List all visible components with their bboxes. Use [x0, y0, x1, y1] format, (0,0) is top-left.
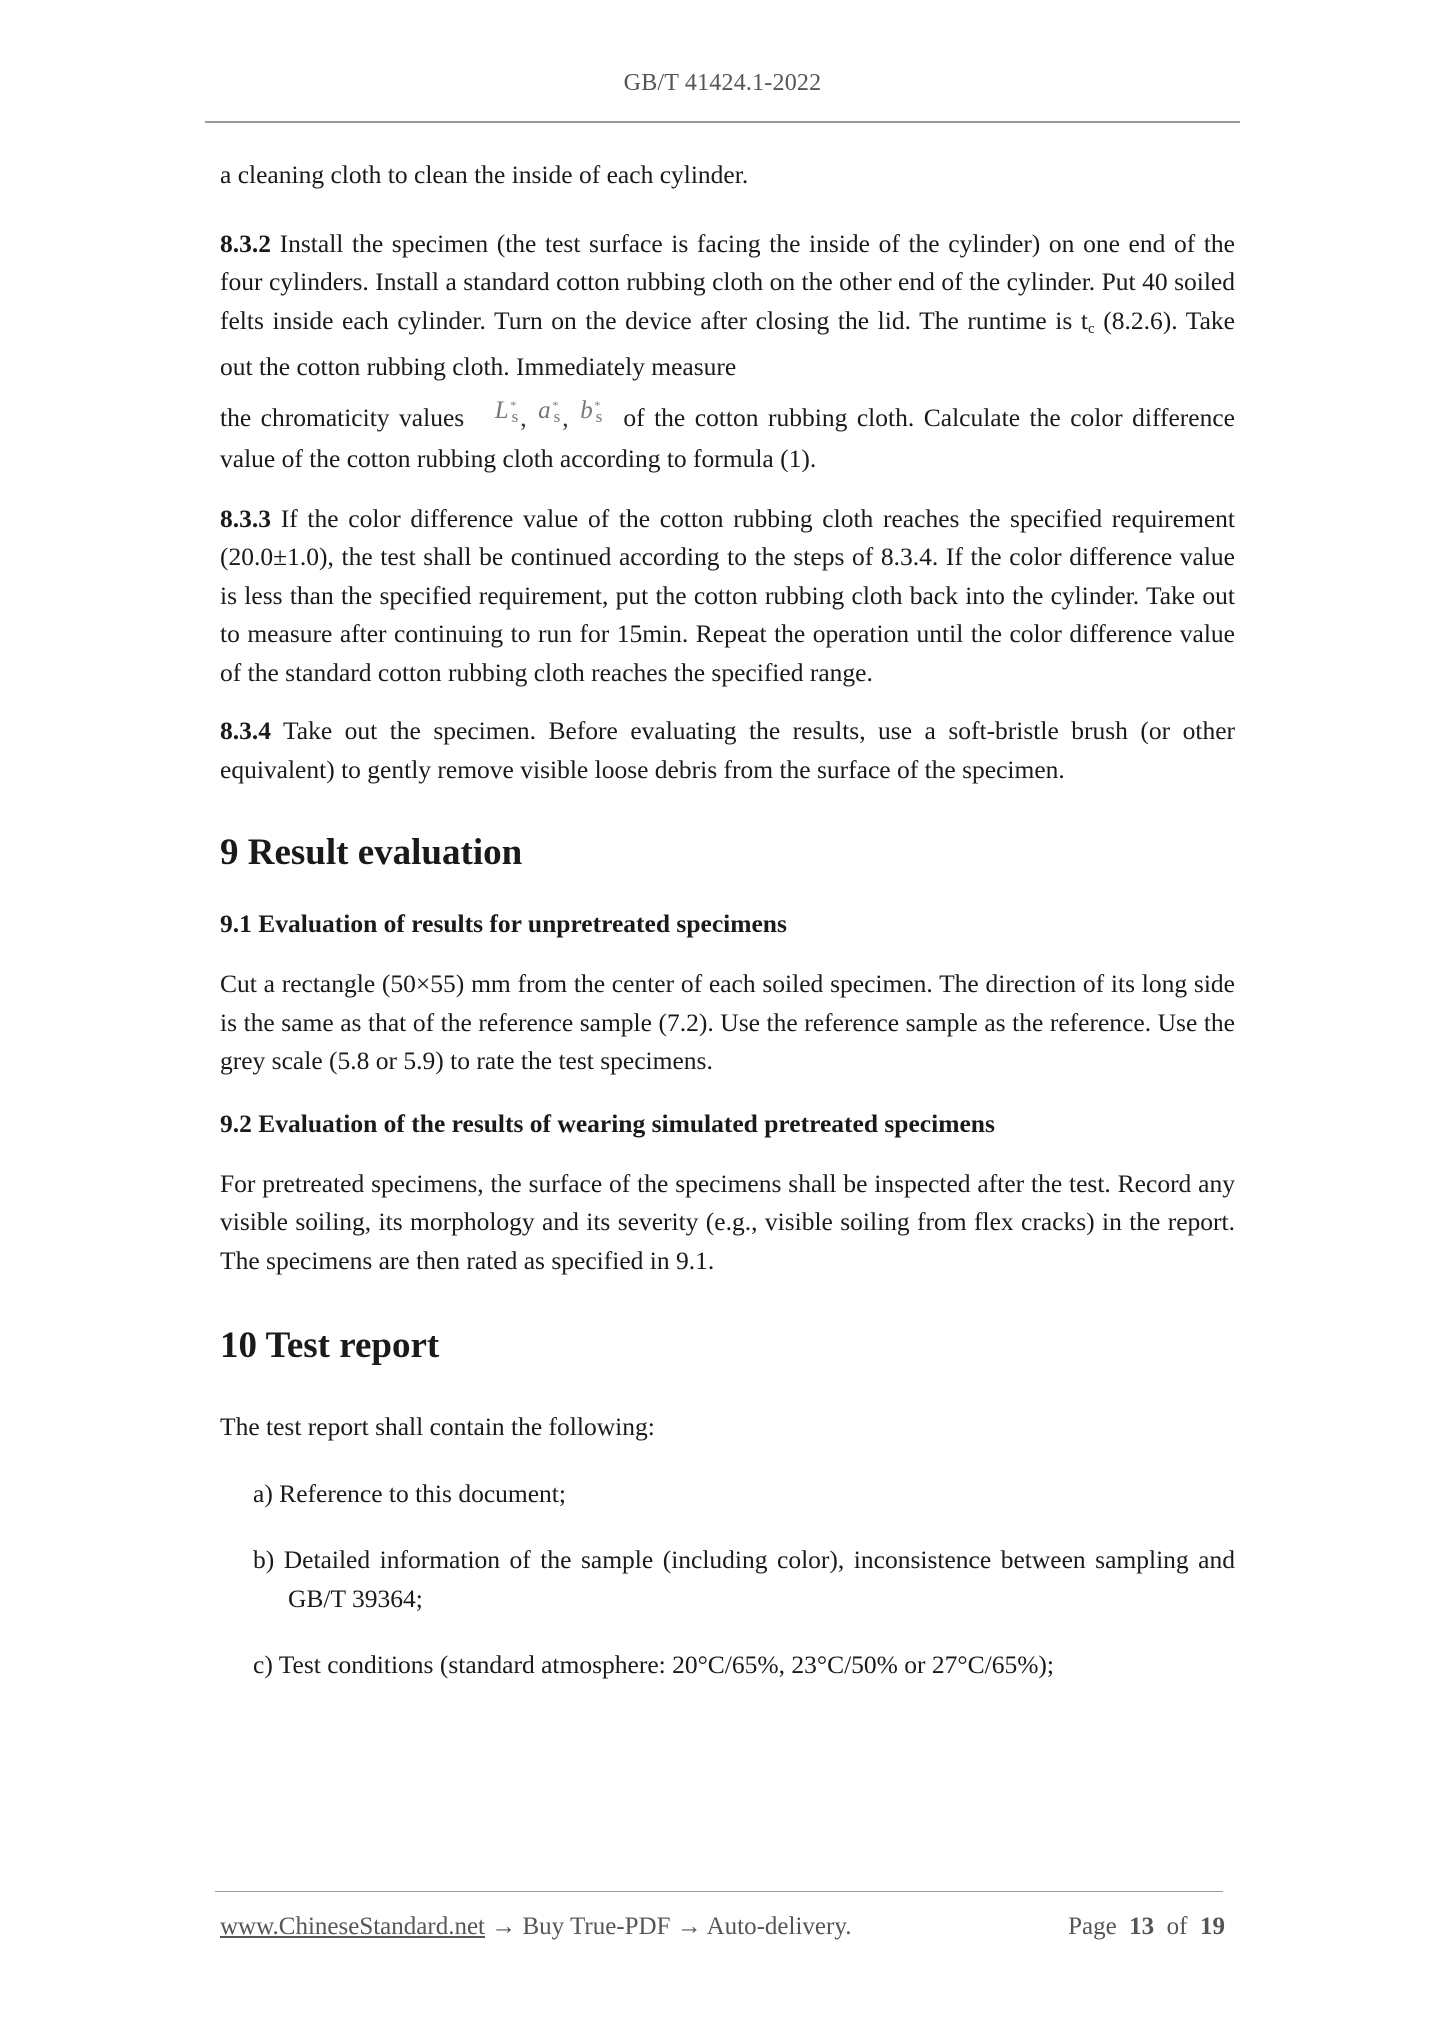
list-item-c: c) Test conditions (standard atmosphere: 20°C/65%, 23°C/50% or 27°C/65%); — [253, 1650, 1055, 1679]
clause-9-2-text: For pretreated specimens, the surface of the specimens shall be inspected after the test. Record any visible soiling, its morphology and its severity (e.g., visible soiling from flex cracks) in the report. The specimens are then rated as specified in 9.1. — [220, 1168, 1235, 1275]
chroma-a-symbol: a s * — [538, 396, 561, 426]
document-header-id: GB/T 41424.1-2022 — [623, 70, 822, 96]
clause-text: Install the specimen (the test surface is facing the inside of the cylinder) on one end of the four cylinders. Install a standard cotton rubbing cloth on the other end of the cylinder. Put 40 soiled felts inside each cylinder. Turn on the device after closing the lid. The runtime is t — [220, 228, 1235, 335]
chroma-b-symbol: b s * — [580, 396, 603, 426]
continuation-text: a cleaning cloth to clean the inside of each cylinder. — [220, 160, 749, 189]
clause-number: 8.3.2 — [220, 228, 271, 258]
clause-text-cont: (8.2.6). Take out the cotton rubbing cloth. Immediately measure — [220, 305, 1235, 381]
page-total: 19 — [1200, 1913, 1225, 1940]
clause-9-2-heading: 9.2 Evaluation of the results of wearing simulated pretreated specimens — [220, 1108, 995, 1138]
page-label: Page — [1068, 1913, 1117, 1940]
clause-9-1-text: Cut a rectangle (50×55) mm from the center of each soiled specimen. The direction of its long side is the same as that of the reference sample (7.2). Use the reference sample as the reference. Use the grey scale (5.8 or 5.9) to rate the test specimens. — [220, 969, 1235, 1075]
header-divider — [205, 121, 1240, 123]
clause-9-1-heading: 9.1 Evaluation of results for unpretreated specimens — [220, 909, 787, 938]
buy-text: Buy True-PDF — [522, 1913, 671, 1940]
clause-8-3-3 — [220, 500, 1235, 693]
chromaticity-tail: of the cotton rubbing cloth. Calculate the color difference value of the cotton rubbing cloth according to formula (1). — [220, 402, 1235, 473]
clause-8-3-2 — [220, 225, 1235, 387]
page-current: 13 — [1129, 1913, 1155, 1940]
page-footer — [220, 1913, 1225, 1941]
page-indicator — [1068, 1913, 1225, 1941]
list-item-a: a) Reference to this document; — [253, 1478, 566, 1508]
clause-8-3-4 — [220, 712, 1235, 789]
delivery-text: Auto-delivery. — [706, 1913, 852, 1940]
footer-divider — [215, 1891, 1223, 1892]
arrow-right-icon: → — [676, 1913, 702, 1940]
test-report-intro: The test report shall contain the following: — [220, 1412, 655, 1441]
clause-text: Take out the specimen. Before evaluating the results, use a soft-bristle brush (or other equivalent) to gently remove visible loose debris from the surface of the specimen. — [220, 716, 1235, 784]
chroma-L-symbol: L s * — [494, 396, 519, 426]
section-9-heading: 9 Result evaluation — [220, 832, 523, 873]
page-content — [220, 150, 1235, 1685]
section-10-heading: 10 Test report — [220, 1325, 440, 1366]
clause-8-3-2-chromaticity: the chromaticity values L s * , a s * , b s * of the cotton rubbing cloth. Calculate the color difference value of the cotton rubbing cloth according to formula (1). — [220, 399, 1235, 478]
chromaticity-lead: the chromaticity values — [220, 402, 465, 432]
website-link[interactable]: www.ChineseStandard.net — [220, 1913, 485, 1940]
arrow-right-icon: → — [491, 1913, 517, 1940]
clause-text: If the color difference value of the cotton rubbing cloth reaches the specified requirement (20.0±1.0), the test shall be continued according to the steps of 8.3.4. If the color difference value is less than the specified requirement, put the cotton rubbing cloth back into the cylinder. Take out to measure after continuing to run for 15min. Repeat the operation until the color difference value of the standard cotton rubbing cloth reaches the specified range. — [220, 503, 1235, 687]
clause-number: 8.3.4 — [220, 716, 271, 745]
list-item-b: b) Detailed information of the sample (including color), inconsistence between sampling and GB/T 39364; — [253, 1545, 1235, 1613]
tc-subscript: c — [1088, 320, 1095, 337]
of-label: of — [1166, 1913, 1188, 1940]
continuation-paragraph — [220, 156, 1235, 195]
clause-number: 8.3.3 — [220, 503, 271, 533]
